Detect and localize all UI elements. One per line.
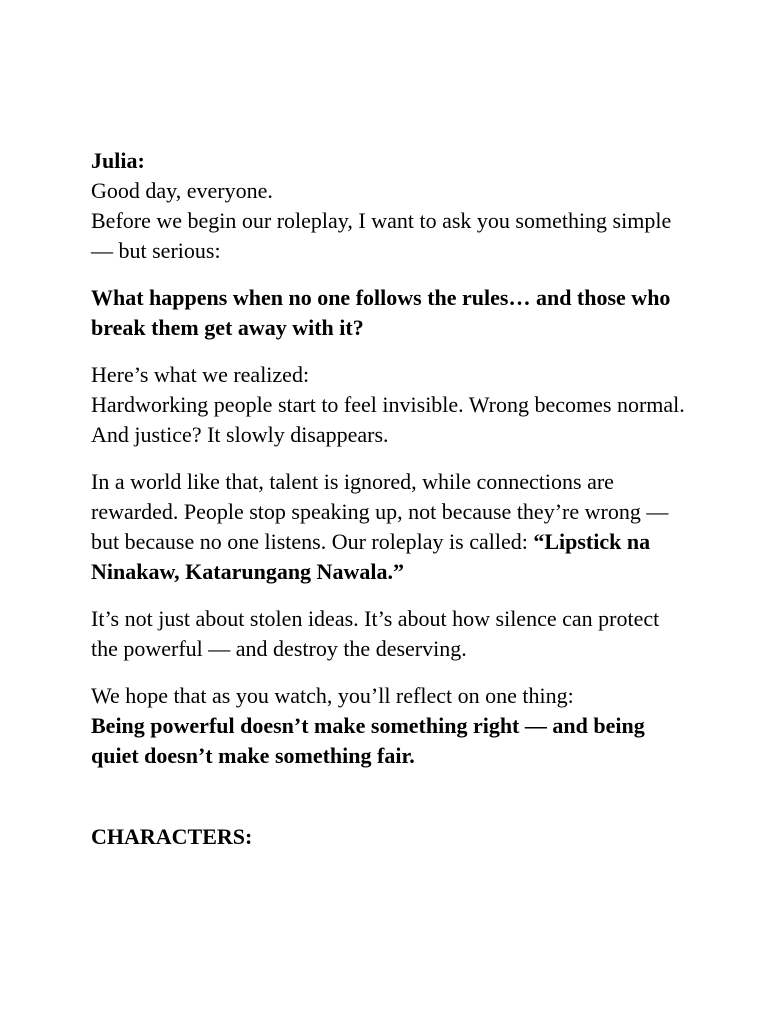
moral-text: Being powerful doesn’t make something right — and being quiet doesn’t make something fair. — [91, 713, 645, 768]
greeting-text: Good day, everyone. — [91, 178, 273, 203]
realized-lead-text: Here’s what we realized: — [91, 362, 310, 387]
stolen-ideas-paragraph: It’s not just about stolen ideas. It’s about how silence can protect the powerful — and destroy the deserving. — [91, 606, 660, 661]
realized-body-text: Hardworking people start to feel invisible. Wrong becomes normal. And justice? It slowly disappears. — [91, 392, 685, 447]
reflect-paragraph — [91, 681, 691, 771]
characters-heading: CHARACTERS: — [91, 824, 253, 849]
world-text: In a world like that, talent is ignored, while connections are rewarded. People stop speaking up, not because they’re wrong — but because no one listens. Our roleplay is called: — [91, 469, 669, 554]
realized-paragraph — [91, 360, 691, 450]
world-paragraph — [91, 467, 691, 587]
intro-text: Before we begin our roleplay, I want to ask you something simple — but serious: — [91, 208, 672, 263]
document-page — [91, 146, 691, 869]
roleplay-title: “Lipstick na Ninakaw, Katarungang Nawala.” — [91, 529, 651, 584]
speaker-label: Julia: — [91, 148, 145, 173]
reflect-lead-text: We hope that as you watch, you’ll reflect on one thing: — [91, 683, 574, 708]
opening-paragraph — [91, 146, 691, 266]
question-paragraph: What happens when no one follows the rules… and those who break them get away with it? — [91, 285, 671, 340]
